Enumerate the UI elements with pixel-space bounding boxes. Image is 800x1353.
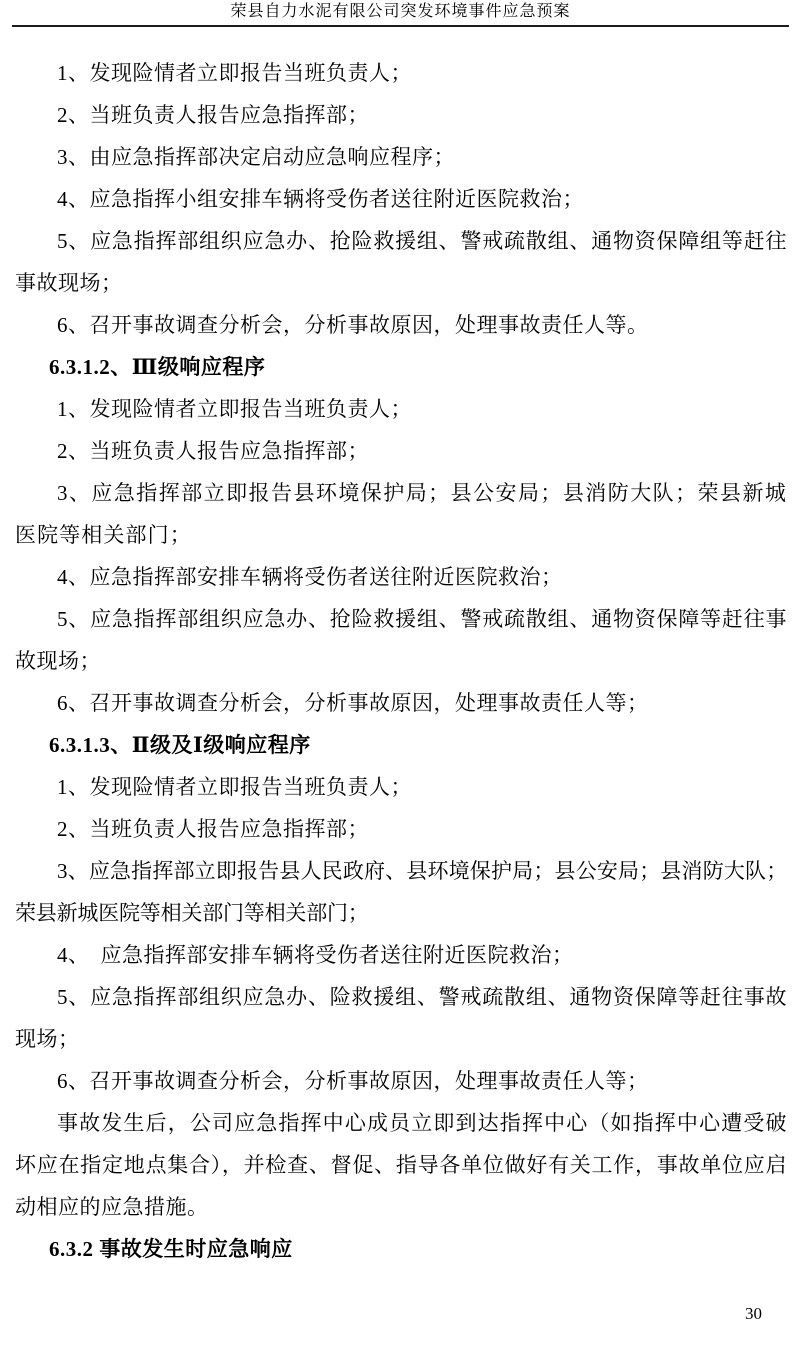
section-heading: 6.3.2 事故发生时应急响应 [49,1237,293,1261]
list-item-paragraph: 3、由应急指挥部决定启动应急响应程序； [57,145,455,169]
list-item-paragraph: 4、 应急指挥部安排车辆将受伤者送往附近医院救治； [57,943,574,967]
list-item-paragraph: 2、当班负责人报告应急指挥部； [57,103,369,127]
section-heading: 6.3.1.3、Ⅱ级及Ⅰ级响应程序 [49,733,311,757]
list-item-paragraph: 5、应急指挥部组织应急办、抢险救援组、警戒疏散组、通物资保障组等赶往事故现场； [15,229,787,295]
document-page [0,2,800,1353]
list-item-paragraph: 3、应急指挥部立即报告县人民政府、县环境保护局；县公安局；县消防大队；荣县新城医院等相关部门等相关部门； [15,859,787,925]
document-body [15,52,787,1270]
list-item-paragraph: 6、召开事故调查分析会，分析事故原因，处理事故责任人等； [57,691,649,715]
list-item-paragraph: 2、当班负责人报告应急指挥部； [57,439,369,463]
list-item-paragraph: 5、应急指挥部组织应急办、险救援组、警戒疏散组、通物资保障等赶往事故现场； [15,985,787,1051]
page-number: 30 [745,1304,762,1323]
list-item-paragraph: 3、应急指挥部立即报告县环境保护局；县公安局；县消防大队；荣县新城医院等相关部门； [15,481,787,547]
list-item-paragraph: 1、发现险情者立即报告当班负责人； [57,397,412,421]
list-item-paragraph: 5、应急指挥部组织应急办、抢险救援组、警戒疏散组、通物资保障等赶往事故现场； [15,607,787,673]
document-header-title: 荣县自力水泥有限公司突发环境事件应急预案 [12,2,789,27]
list-item-paragraph: 4、应急指挥部安排车辆将受伤者送往附近医院救治； [57,565,563,589]
list-item-paragraph: 4、应急指挥小组安排车辆将受伤者送往附近医院救治； [57,187,584,211]
list-item-paragraph: 1、发现险情者立即报告当班负责人； [57,775,412,799]
list-item-paragraph: 1、发现险情者立即报告当班负责人； [57,61,412,85]
list-item-paragraph: 2、当班负责人报告应急指挥部； [57,817,369,841]
list-item-paragraph: 6、召开事故调查分析会，分析事故原因，处理事故责任人等。 [57,313,649,337]
section-heading: 6.3.1.2、Ⅲ级响应程序 [49,355,266,379]
list-item-paragraph: 6、召开事故调查分析会，分析事故原因，处理事故责任人等； [57,1069,649,1093]
body-paragraph: 事故发生后，公司应急指挥中心成员立即到达指挥中心（如指挥中心遭受破坏应在指定地点集合），并检查、督促、指导各单位做好有关工作，事故单位应启动相应的应急措施。 [15,1111,787,1219]
